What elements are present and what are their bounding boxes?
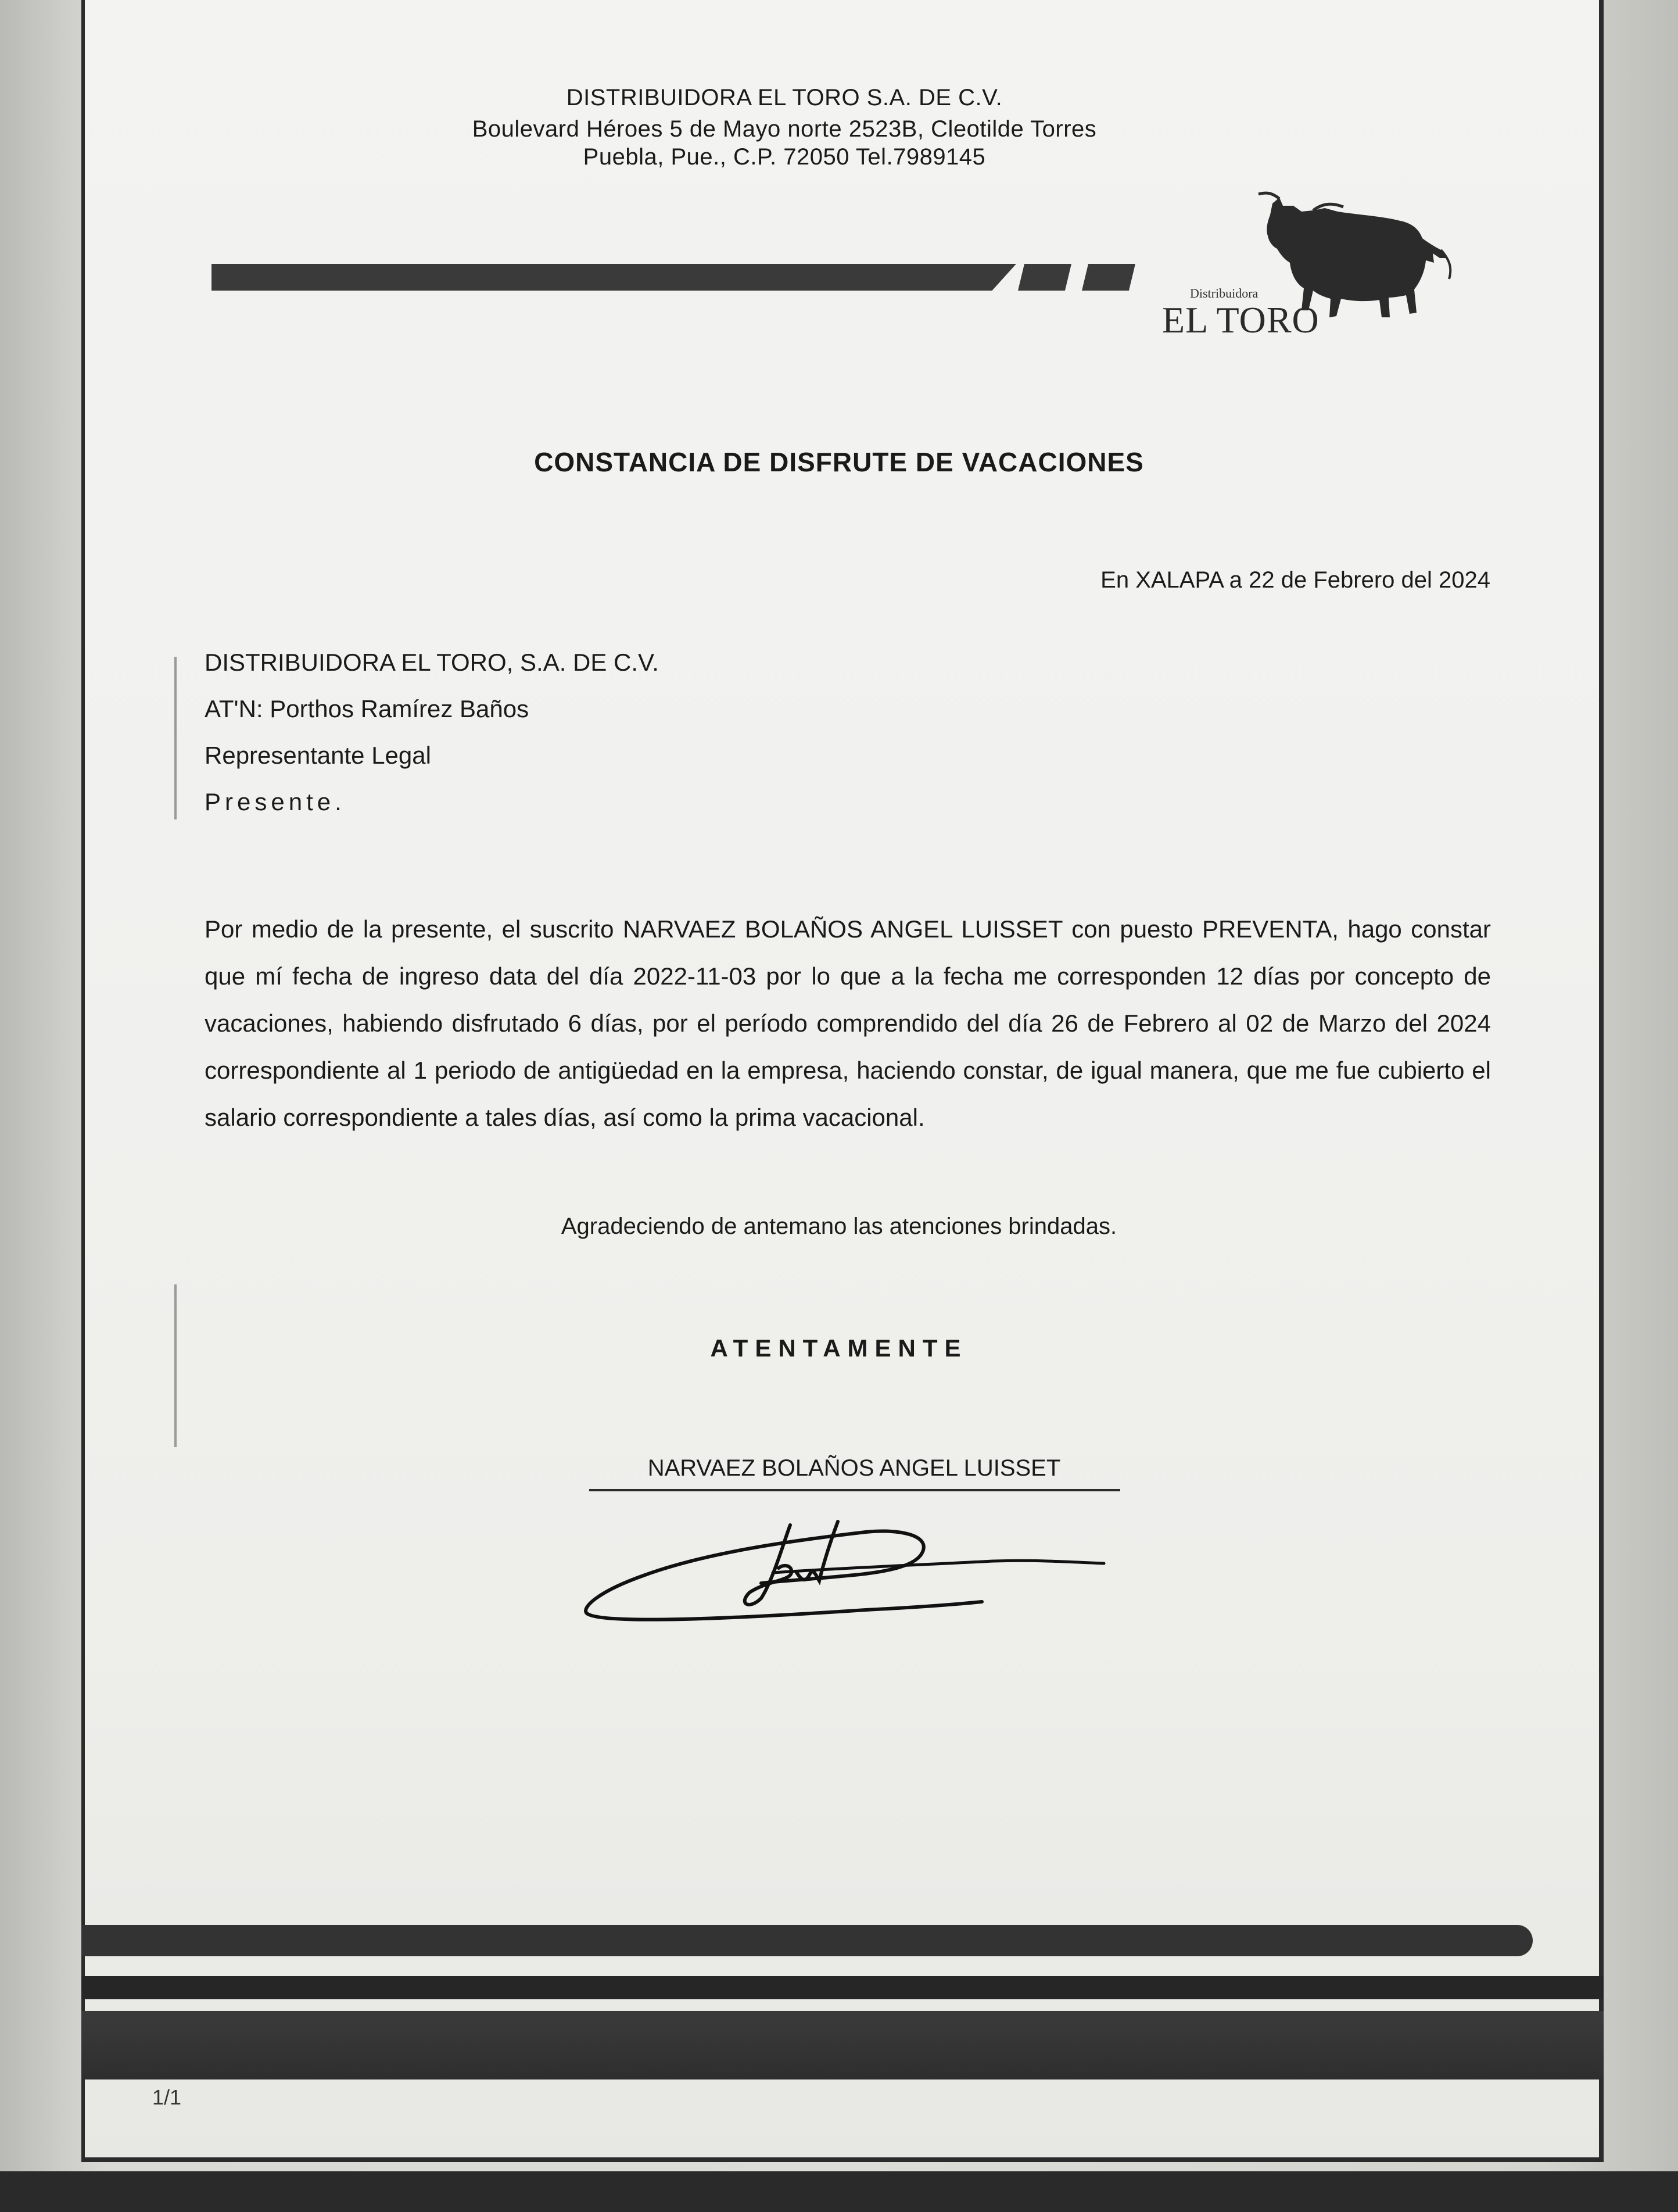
footer-bar: [81, 1976, 1604, 1999]
logo-name: EL TORO: [1162, 299, 1320, 341]
addressee-presente: Presente.: [205, 788, 346, 815]
document-title: CONSTANCIA DE DISFRUTE DE VACACIONES: [534, 447, 1144, 477]
company-city-phone: Puebla, Pue., C.P. 72050 Tel.7989145: [583, 144, 986, 170]
addressee-company: DISTRIBUIDORA EL TORO, S.A. DE C.V.: [205, 649, 659, 676]
addressee-role: Representante Legal: [205, 742, 431, 769]
closing-thanks: Agradeciendo de antemano las atenciones brindadas.: [561, 1214, 1117, 1239]
body-paragraph: Por medio de la presente, el suscrito NARVAEZ BOLAÑOS ANGEL LUISSET con puesto PREVENTA, hago constar que mí fecha de ingreso data del día 2022-11-03 por lo que a la fecha me corresponden 12 días por concepto de vacaciones, habiendo disfrutado 6 días, por el período comprendido del día 26 de Febrero al 02 de Marzo del 2024 correspondiente al 1 periodo de antigüedad en la empresa, haciendo constar, de igual manera, que me fue cubierto el salario correspondiente a tales días, así como la prima vacacional.: [205, 915, 1491, 1131]
logo-subtitle: Distribuidora: [1190, 286, 1258, 300]
addressee-attention: AT'N: Porthos Ramírez Baños: [205, 695, 529, 722]
scan-mark: [174, 1284, 177, 1447]
footer-bar: [81, 2011, 1604, 2079]
closing-salutation: ATENTAMENTE: [710, 1334, 968, 1362]
page-number: 1/1: [152, 2085, 182, 2109]
signer-name: NARVAEZ BOLAÑOS ANGEL LUISSET: [647, 1455, 1061, 1481]
footer-bar: [81, 1925, 1533, 1956]
place-date: En XALAPA a 22 de Febrero del 2024: [1100, 567, 1490, 593]
scan-mark: [174, 657, 177, 819]
signature-line: [589, 1489, 1120, 1491]
header-banner-stripe: [1018, 264, 1071, 291]
table-edge: [0, 2171, 1678, 2212]
handwritten-signature: [575, 1494, 1121, 1633]
company-address: Boulevard Héroes 5 de Mayo norte 2523B, Cleotilde Torres: [472, 116, 1097, 142]
company-header: DISTRIBUIDORA EL TORO S.A. DE C.V.: [566, 85, 1003, 110]
header-banner-bar: [211, 264, 1016, 291]
header-banner-stripe: [1082, 264, 1135, 291]
